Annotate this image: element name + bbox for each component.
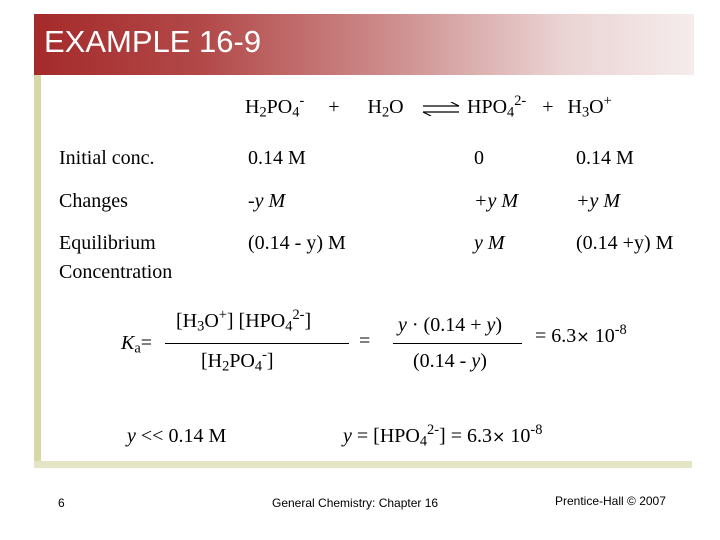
plus-sign: +	[328, 96, 340, 118]
footer-page-number: 6	[58, 496, 65, 510]
cell-change-h2po4: -y M	[248, 190, 286, 212]
reaction-equation	[245, 93, 404, 121]
cell-change-hpo4: +y M	[474, 190, 519, 212]
cell-initial-h2po4: 0.14 M	[248, 147, 306, 169]
species-h2o: $H_2O$	[367, 96, 404, 121]
ka-numerator-2: y · (0.14 + y)	[398, 314, 503, 336]
cell-change-h3o: +y M	[576, 190, 621, 212]
ka-label: $K_a=$	[121, 332, 153, 357]
species-h2po4: $H_2PO_4^-$	[245, 93, 305, 121]
equilibrium-arrow-icon	[422, 102, 460, 116]
cell-initial-hpo4: 0	[474, 147, 484, 169]
row-label-changes: Changes	[59, 190, 128, 212]
approximation-note: y << 0.14 M	[127, 425, 227, 447]
row-label-initial: Initial conc.	[59, 147, 155, 169]
row-label-equilibrium: Equilibrium	[59, 232, 156, 254]
species-h3o: $H_3O^+$	[567, 93, 612, 121]
ka-numerator: $[H_3O^+]$ $[HPO_4^{2-}]$	[176, 307, 312, 335]
footer-copyright: Prentice-Hall © 2007	[555, 494, 666, 508]
ka-denominator: $[H_2PO_4^-]$	[201, 347, 274, 375]
row-label-concentration: Concentration	[59, 261, 173, 283]
cell-initial-h3o: 0.14 M	[576, 147, 634, 169]
cell-eq-h3o: (0.14 +y) M	[576, 232, 674, 254]
bottom-frame-bar	[34, 461, 692, 468]
reaction-products	[467, 93, 612, 121]
fraction-bar-1	[165, 343, 349, 344]
footer-course: General Chemistry: Chapter 16	[272, 496, 439, 510]
left-frame-bar	[34, 75, 41, 468]
species-hpo4: $HPO_4^{2-}$	[467, 93, 527, 121]
fraction-bar-2	[393, 343, 522, 344]
ka-denominator-2: (0.14 - y)	[413, 350, 487, 372]
ka-result: = $6.3\times 10^{-8}$	[535, 322, 627, 347]
plus-sign-2: +	[542, 96, 554, 118]
cell-eq-hpo4: y M	[474, 232, 505, 254]
equals-sign: =	[359, 330, 371, 352]
answer-note: $y = [HPO_4^{2-}] = 6.3\times 10^{-8}$	[343, 422, 543, 450]
slide-title: EXAMPLE 16-9	[44, 24, 262, 59]
cell-eq-h2po4: (0.14 - y) M	[248, 232, 346, 254]
